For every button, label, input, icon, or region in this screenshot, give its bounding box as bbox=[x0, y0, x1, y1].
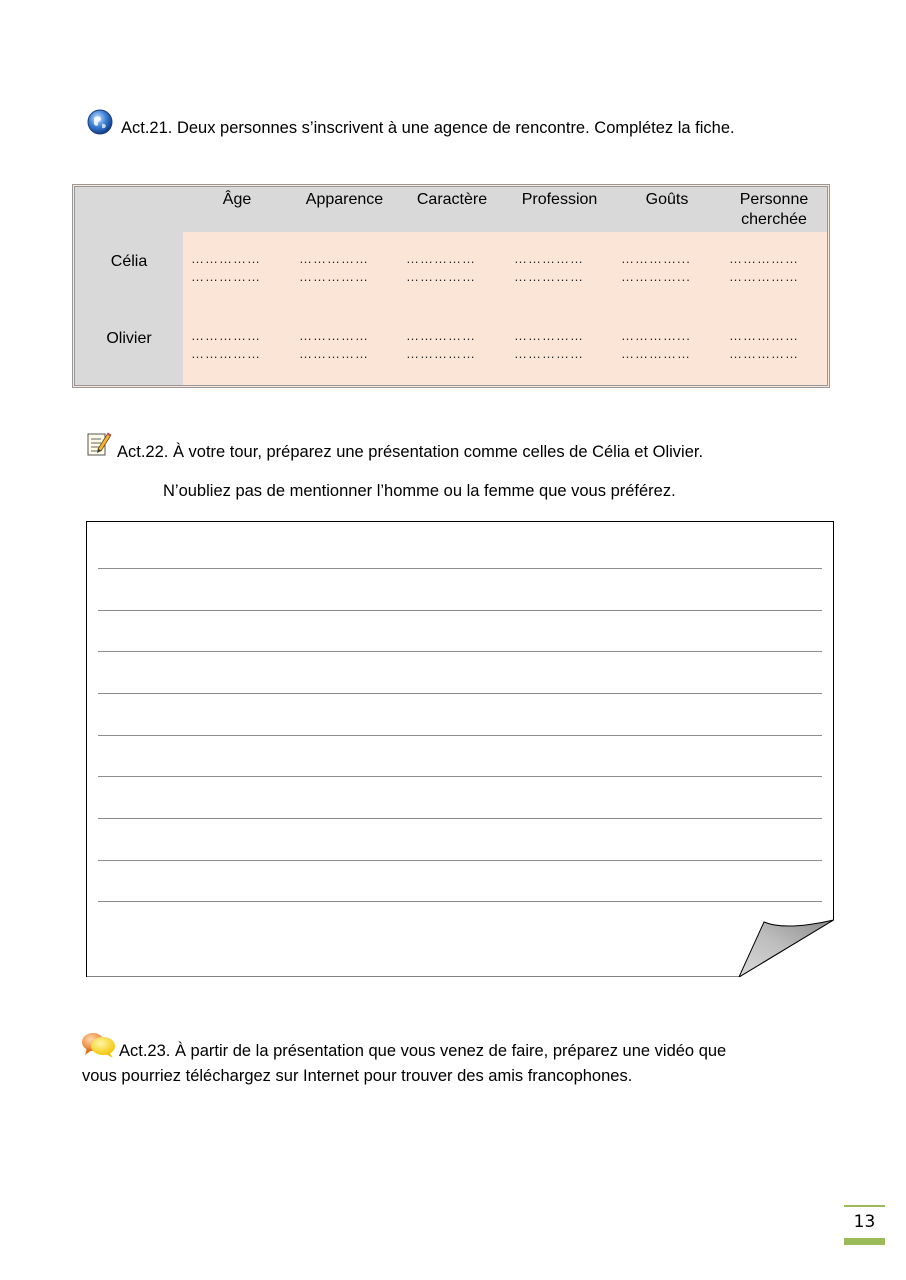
ruled-line bbox=[98, 568, 822, 569]
act21-instruction: Act.21. Deux personnes s’inscrivent à une agence de rencontre. Complétez la fiche. bbox=[121, 119, 735, 137]
fill-line: …………... bbox=[621, 328, 691, 343]
fill-line: …………… bbox=[299, 328, 369, 343]
column-header-gouts: Goûts bbox=[613, 187, 721, 232]
row-header-olivier: Olivier bbox=[75, 330, 183, 352]
fill-line: …………… bbox=[191, 251, 261, 266]
table-cell-olivier-profession[interactable] bbox=[506, 327, 613, 367]
table-cell-celia-personne-cherchee[interactable] bbox=[721, 250, 827, 290]
fill-line: …………… bbox=[514, 251, 584, 266]
page-number-box bbox=[844, 1205, 885, 1237]
fill-line: …………… bbox=[514, 346, 584, 361]
ruled-line bbox=[98, 610, 822, 611]
fill-line: …………… bbox=[514, 269, 584, 284]
speech-bubbles-icon bbox=[81, 1031, 117, 1064]
table-cell-celia-profession[interactable] bbox=[506, 250, 613, 290]
table-cell-celia-gouts[interactable] bbox=[613, 250, 721, 290]
column-header-personne-cherchee: Personne cherchée bbox=[721, 187, 827, 232]
fill-line: …………… bbox=[621, 346, 691, 361]
fill-line: …………… bbox=[191, 346, 261, 361]
ruled-line bbox=[98, 776, 822, 777]
fill-line: …………… bbox=[191, 269, 261, 284]
fill-line: …………… bbox=[191, 328, 261, 343]
fill-line: …………… bbox=[729, 269, 799, 284]
fill-line: …………... bbox=[621, 251, 691, 266]
notepad-pencil-icon bbox=[86, 430, 112, 463]
column-header-age: Âge bbox=[183, 187, 291, 232]
column-header-apparence: Apparence bbox=[291, 187, 398, 232]
page-number: 13 bbox=[853, 1212, 876, 1232]
fill-line: …………… bbox=[406, 328, 476, 343]
ruled-line bbox=[98, 693, 822, 694]
fill-line: …………… bbox=[514, 328, 584, 343]
act22-instruction-subline: N’oubliez pas de mentionner l’homme ou la femme que vous préférez. bbox=[163, 482, 676, 500]
table-cell-celia-apparence[interactable] bbox=[291, 250, 398, 290]
ruled-line bbox=[98, 818, 822, 819]
fill-line: …………… bbox=[729, 346, 799, 361]
page-number-bottom-bar bbox=[844, 1238, 885, 1245]
row-header-celia: Célia bbox=[75, 253, 183, 275]
table-cell-celia-age[interactable] bbox=[183, 250, 291, 290]
fill-line: …………… bbox=[299, 269, 369, 284]
column-header-caractere: Caractère bbox=[398, 187, 506, 232]
table-cell-olivier-age[interactable] bbox=[183, 327, 291, 367]
fill-line: …………… bbox=[406, 269, 476, 284]
ruled-line bbox=[98, 651, 822, 652]
act22-instruction: Act.22. À votre tour, préparez une présentation comme celles de Célia et Olivier. bbox=[117, 443, 704, 461]
table-cell-celia-caractere[interactable] bbox=[398, 250, 506, 290]
act23-instruction: Act.23. À partir de la présentation que vous venez de faire, préparez une vidéo que bbox=[119, 1042, 727, 1060]
agency-form-table bbox=[72, 184, 830, 388]
table-cell-olivier-apparence[interactable] bbox=[291, 327, 398, 367]
fill-line: …………… bbox=[299, 346, 369, 361]
column-header-profession: Profession bbox=[506, 187, 613, 232]
globe-icon bbox=[87, 109, 113, 140]
table-cell-olivier-personne-cherchee[interactable] bbox=[721, 327, 827, 367]
act23-instruction-continued: vous pourriez téléchargez sur Internet pour trouver des amis francophones. bbox=[82, 1067, 633, 1085]
fill-line: …………… bbox=[406, 251, 476, 266]
ruled-line bbox=[98, 735, 822, 736]
ruled-line bbox=[98, 901, 822, 902]
table-corner bbox=[75, 187, 183, 385]
table-cell-olivier-caractere[interactable] bbox=[398, 327, 506, 367]
fill-line: …………… bbox=[406, 346, 476, 361]
table-cell-olivier-gouts[interactable] bbox=[613, 327, 721, 367]
writing-area[interactable] bbox=[86, 521, 834, 977]
fill-line: …………… bbox=[299, 251, 369, 266]
fill-line: …………… bbox=[729, 251, 799, 266]
ruled-line bbox=[98, 860, 822, 861]
page-curl-frame bbox=[86, 521, 834, 977]
fill-line: …………… bbox=[729, 328, 799, 343]
fill-line: …………... bbox=[621, 269, 691, 284]
